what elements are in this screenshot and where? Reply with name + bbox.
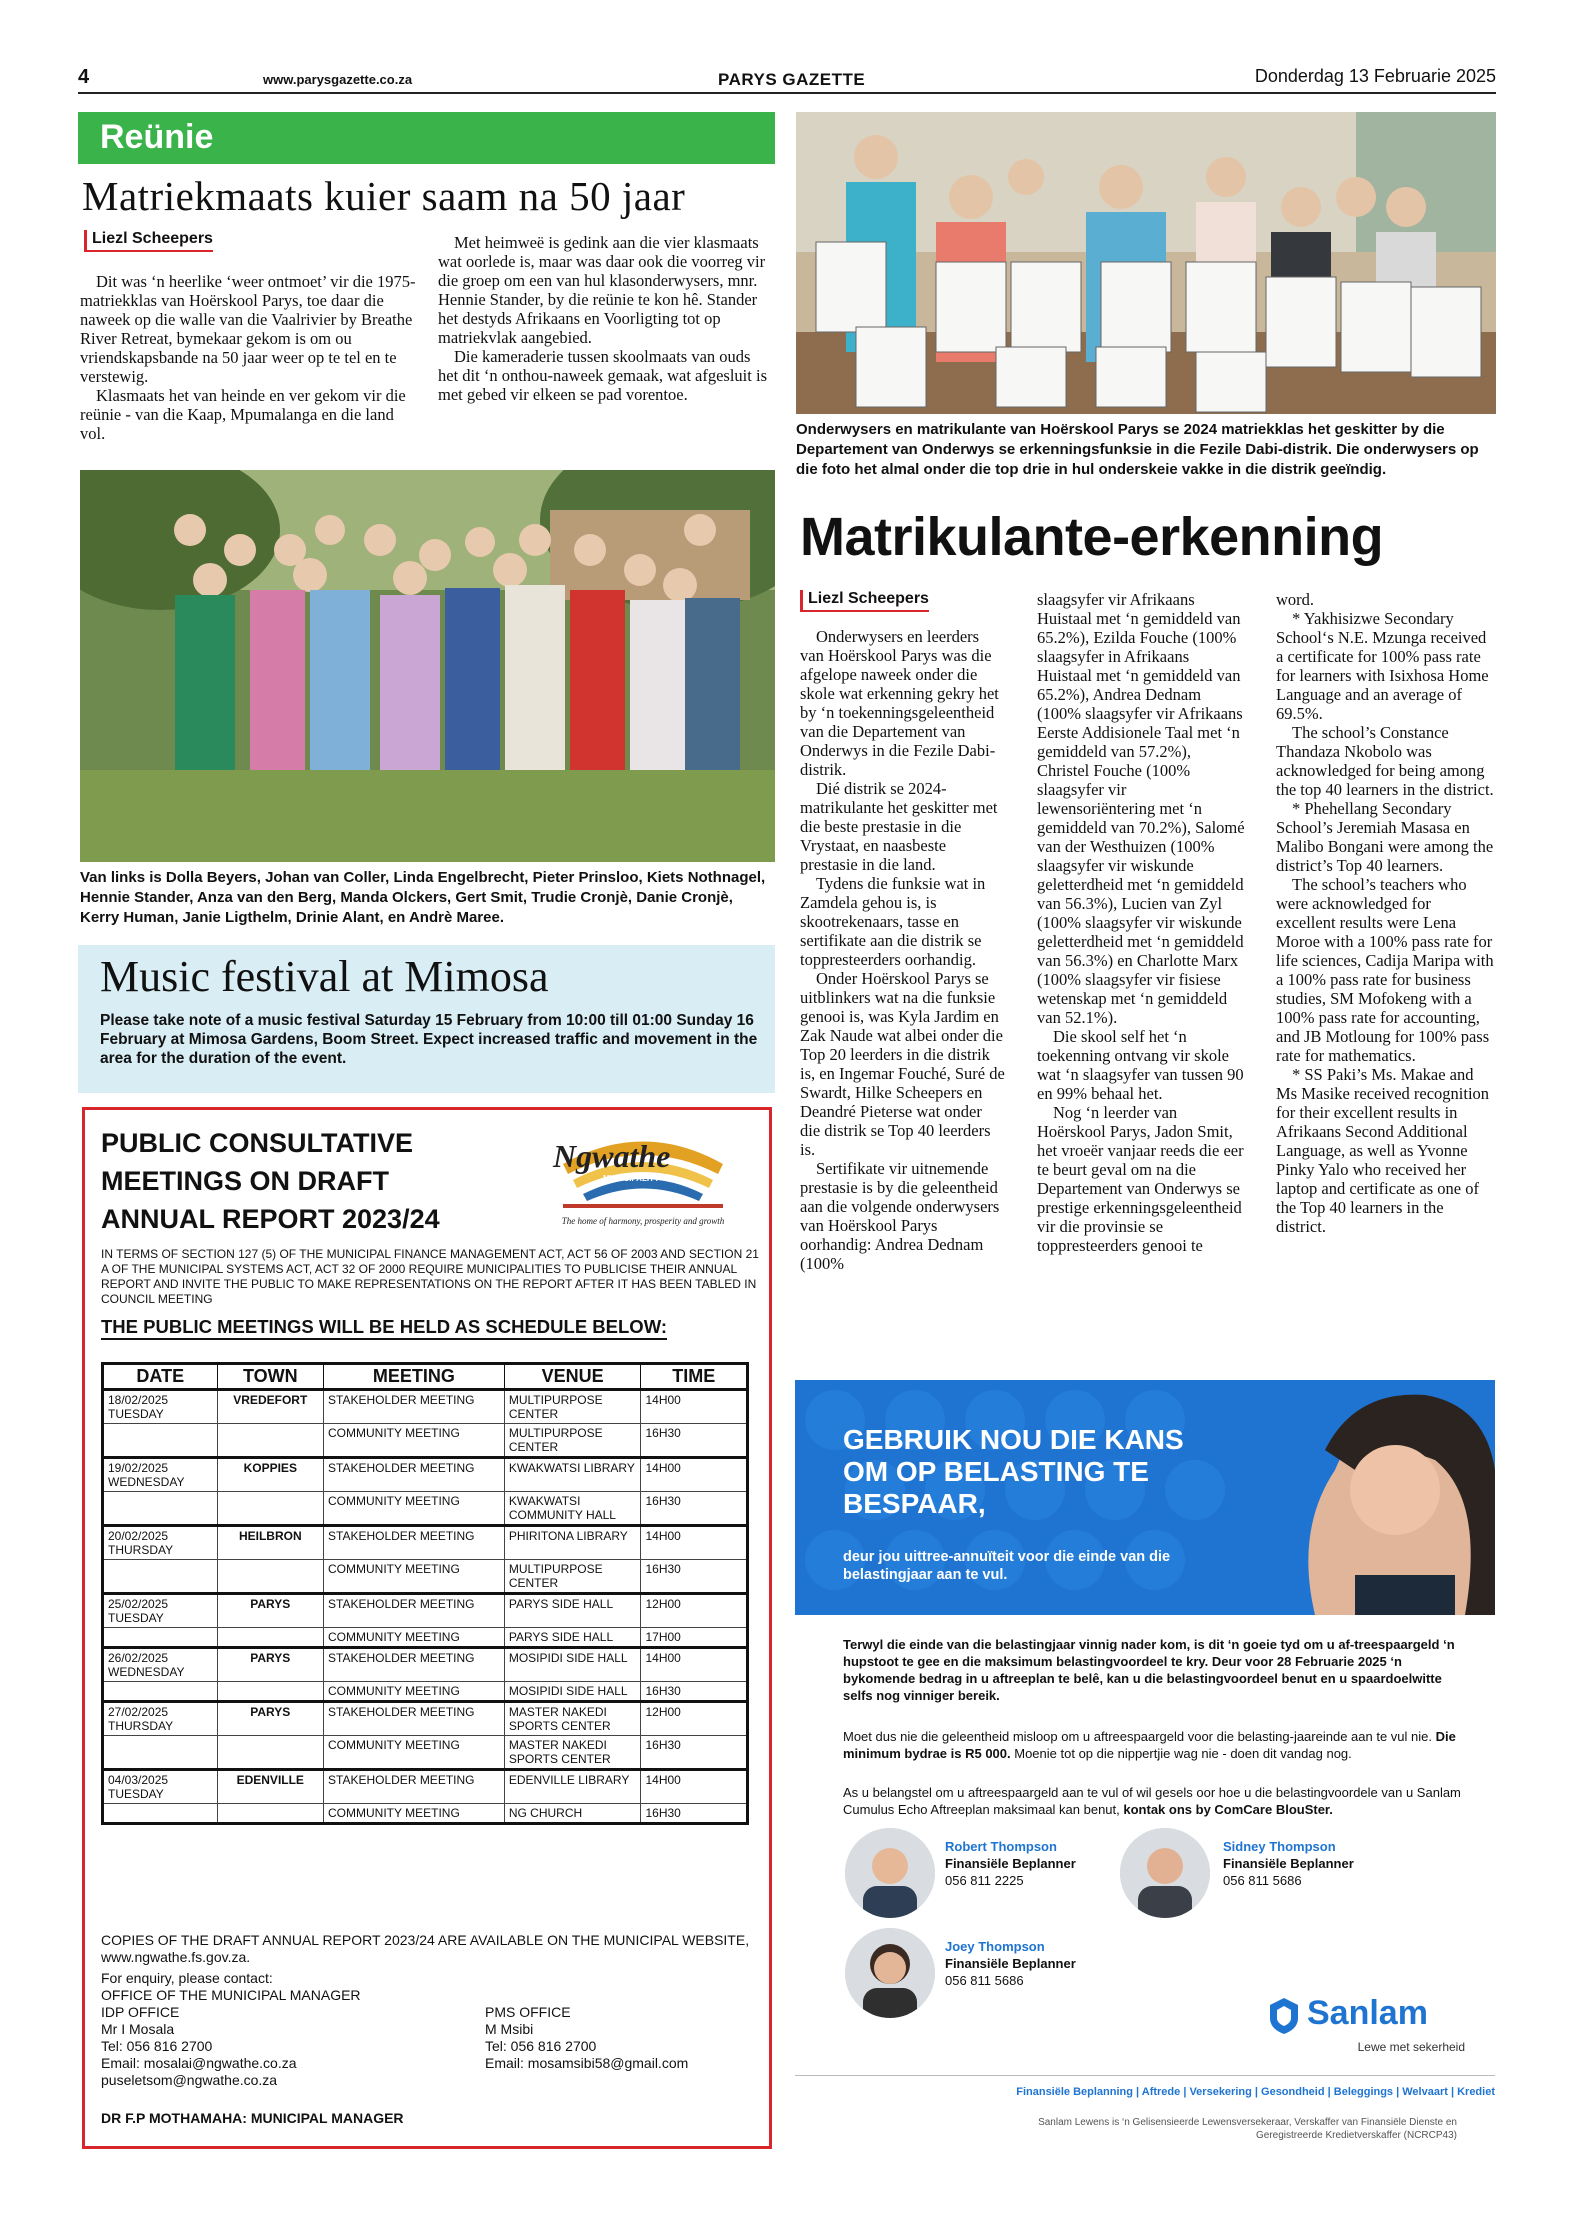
matric-col-2 [1037,590,1247,1255]
paragraph: Die skool self het ‘n toekenning ontvang vir skole wat ‘n slaagsyfer van tussen 90 en 99% behaal het. [1037,1027,1244,1103]
cell-venue: NG CHURCH [504,1804,641,1824]
matric-col-1 [800,627,1005,1273]
cell-town [217,1628,323,1648]
notice-signature: DR F.P MOTHAMAHA: MUNICIPAL MANAGER [101,2110,404,2126]
notice-law: IN TERMS OF SECTION 127 (5) OF THE MUNICIPAL FINANCE MANAGEMENT ACT, ACT 56 OF 2003 AND SECTION 21 A OF THE MUNICIPAL SYSTEMS ACT, ACT 32 OF 2000 REQUIRE MUNICIPALITIES TO PUBLICISE THEIR ANNUAL REPORT AND INVITE THE PUBLIC TO MAKE REPRESENTATIONS ON THE REPORT AFTER IT HAS BEEN TABLED IN COUNCIL MEETING [101,1247,759,1306]
reunion-byline-box [84,230,213,252]
ad-subheadline: deur jou uittree-annuïteit voor die einde van die belastingjaar aan te vul. [843,1549,1171,1583]
contact-tel[interactable]: 056 811 5686 [945,1973,1024,1988]
sanlam-slogan: Lewe met sekerheid [1357,2040,1465,2054]
cell-date [103,1736,218,1770]
ad-p2-b: Die minimum bydrae is R5 000. [843,1729,1456,1761]
cell-meeting: COMMUNITY MEETING [324,1736,505,1770]
cell-venue: MULTIPURPOSE CENTER [504,1424,641,1458]
paragraph: The school’s Constance Thandaza Nkobolo was acknowledged for being among the top 40 learners in the district. [1276,723,1494,799]
ad-paragraph-1: Terwyl die einde van die belastingjaar vinnig nader kom, is dit ‘n goeie tyd om u af-treespaargeld ‘n hupstoot te gee en die maksimum belastingvoordeel te kry. Deur voor 28 Februarie 2025 ‘n bykomende bedrag in u aftreeplan te belê, kan u die belastingvoordeel benut en u spaardoelwitte selfs nog vinniger bereik. [843,1637,1455,1703]
cell-town: EDENVILLE [217,1770,323,1804]
cell-town [217,1492,323,1526]
section-banner [78,112,775,164]
cell-town: PARYS [217,1702,323,1736]
sanlam-legal: Sanlam Lewens is ‘n Gelisensieerde Lewensversekeraar, Verskaffer van Finansiële Dienste en Geregistreerde Kredietverskaffer (NCRCP43) [1038,2117,1457,2141]
avatar-joey [845,1928,935,2018]
contact-name: Joey Thompson [945,1939,1045,1954]
pms-tel: Tel: 056 816 2700 [485,2038,597,2054]
contact-name: Robert Thompson [945,1839,1057,1854]
table-row [103,1702,748,1736]
cell-meeting: STAKEHOLDER MEETING [324,1594,505,1628]
ad-headline: GEBRUIK NOU DIE KANS OM OP BELASTING TE BESPAAR, [843,1424,1184,1519]
cell-meeting: COMMUNITY MEETING [324,1492,505,1526]
cell-venue: KWAKWATSI COMMUNITY HALL [504,1492,641,1526]
cell-venue: PHIRITONA LIBRARY [504,1526,641,1560]
cell-meeting: STAKEHOLDER MEETING [324,1458,505,1492]
paragraph: * Yakhisizwe Secondary School‘s N.E. Mzunga received a certificate for 100% pass rate for learners with Isixhosa Home Language and an average of 69.5%. [1276,609,1489,723]
cell-venue: MASTER NAKEDI SPORTS CENTER [504,1736,641,1770]
cell-venue: KWAKWATSI LIBRARY [504,1458,641,1492]
cell-date [103,1628,218,1648]
cell-venue: MOSIPIDI SIDE HALL [504,1648,641,1682]
cell-town: PARYS [217,1648,323,1682]
cell-venue: EDENVILLE LIBRARY [504,1770,641,1804]
cell-meeting: COMMUNITY MEETING [324,1560,505,1594]
schedule-table [101,1362,749,1825]
masthead: PARYS GAZETTE [718,70,866,89]
logo-name: Ngwathe [553,1138,671,1174]
paragraph: Die kameraderie tussen skoolmaats van ouds het dit ‘n onthou-naweek gemaak, wat afgesluit is met gebed vir elkeen se pad vorentoe. [438,347,767,404]
contact-robert [945,1838,1076,1889]
paragraph: Tydens die funksie wat in Zamdela gehou is, is skootrekenaars, tasse en sertifikate aan die distrik se toppresteerders oorhandig. [800,874,986,969]
ad-p2-c: Moenie tot op die nippertjie wag nie - doen dit vandag nog. [1014,1746,1352,1761]
ad-p3-b: kontak ons by ComCare BlouSter. [1123,1802,1333,1817]
ad-p3-a: As u belangstel om u aftreespaargeld aan te vul of wil gesels oor hoe u die belastingvoordele van u Sanlam Cumulus Echo Aftreeplan maksimaal kan benut, [843,1785,1461,1817]
cell-meeting: STAKEHOLDER MEETING [324,1770,505,1804]
cell-venue: PARYS SIDE HALL [504,1594,641,1628]
cell-time: 14H00 [641,1648,748,1682]
col-meeting: MEETING [324,1364,505,1390]
col-town: TOWN [217,1364,323,1390]
schedule-heading: THE PUBLIC MEETINGS WILL BE HELD AS SCHEDULE BELOW: [101,1316,667,1340]
reunion-col-1 [80,272,420,443]
table-row [103,1594,748,1628]
contact-role: Finansiële Beplanner [945,1956,1076,1971]
table-row [103,1682,748,1702]
cell-date: 19/02/2025 WEDNESDAY [103,1458,218,1492]
public-notice [82,1107,772,2149]
reunion-byline: Liezl Scheepers [84,230,213,252]
table-row [103,1770,748,1804]
cell-date [103,1424,218,1458]
paragraph: The school’s teachers who were acknowledged for excellent results were Lena Moroe with a 100% pass rate for life sciences, Cadija Maripa with a 100% pass rate for business studies, SM Mofokeng with a 100% pass rate for accounting, and JB Motloung for 100% pass rate for mathematics. [1276,875,1494,1065]
table-row [103,1628,748,1648]
cell-town: VREDEFORT [217,1390,323,1424]
pms-name: M Msibi [485,2021,534,2037]
cell-venue: PARYS SIDE HALL [504,1628,641,1648]
contact-tel[interactable]: 056 811 2225 [945,1873,1024,1888]
cell-time: 14H00 [641,1390,748,1424]
ngwathe-logo [533,1124,753,1234]
notice-copies: COPIES OF THE DRAFT ANNUAL REPORT 2023/24 ARE AVAILABLE ON THE MUNICIPAL WEBSITE, www.ngwathe.fs.gov.za. [101,1932,750,1965]
cell-town [217,1560,323,1594]
cell-time: 16H30 [641,1736,748,1770]
table-row [103,1390,748,1424]
col-venue: VENUE [504,1364,641,1390]
cell-venue: MOSIPIDI SIDE HALL [504,1682,641,1702]
cell-time: 16H30 [641,1424,748,1458]
cell-town: KOPPIES [217,1458,323,1492]
contact-role: Finansiële Beplanner [1223,1856,1354,1871]
reunion-group-photo [80,470,775,862]
cell-time: 17H00 [641,1628,748,1648]
sanlam-brand: Sanlam [1307,1994,1428,2032]
avatar-sidney [1120,1828,1210,1918]
table-row [103,1492,748,1526]
cell-venue: MASTER NAKEDI SPORTS CENTER [504,1702,641,1736]
cell-meeting: COMMUNITY MEETING [324,1682,505,1702]
idp-office [101,2004,401,2089]
table-row [103,1736,748,1770]
paragraph: Met heimweë is gedink aan die vier klasmaats wat oorlede is, maar was daar ook die voorreg vir die groep om een van hul klasonderwysers, mnr. Hennie Stander, by die reünie te kon hê. Stander het destyds Afrikaans en Voorligting tot op matriekvlak aangebied. [438,233,766,347]
idp-title: IDP OFFICE [101,2004,180,2020]
paragraph: Onderwysers en leerders van Hoërskool Parys was die afgelope naweek onder die skole wat erkenning gekry het by ‘n toekenningsgeleentheid van die Departement van Onderwys in die Fezile Dabi-distrik. [800,627,999,779]
cell-town [217,1424,323,1458]
ad-paragraph-3 [843,1784,1463,1818]
idp-email-2[interactable]: puseletsom@ngwathe.co.za [101,2072,278,2088]
idp-tel: Tel: 056 816 2700 [101,2038,213,2054]
idp-name: Mr I Mosala [101,2021,175,2037]
pms-title: PMS OFFICE [485,2004,571,2020]
table-header-row [103,1364,748,1390]
cell-town [217,1682,323,1702]
col-time: TIME [641,1364,748,1390]
table-row [103,1804,748,1824]
teachers-photo [796,112,1496,414]
table-row [103,1458,748,1492]
schedule-body [103,1390,748,1824]
cell-date: 18/02/2025 TUESDAY [103,1390,218,1424]
table-row [103,1560,748,1594]
cell-meeting: STAKEHOLDER MEETING [324,1526,505,1560]
paragraph: Sertifikate vir uitnemende prestasie is by die geleentheid aan die volgende onderwysers van Hoërskool Parys oorhandig: Andrea Dednam (100% [800,1159,1000,1273]
table-row [103,1648,748,1682]
cell-venue: MULTIPURPOSE CENTER [504,1560,641,1594]
sanlam-shield-icon [1267,1996,1301,2036]
contact-tel[interactable]: 056 811 5686 [1223,1873,1302,1888]
notice-enquiry: For enquiry, please contact: [101,1970,273,1986]
matric-headline: Matrikulante-erkenning [800,507,1384,567]
cell-time: 14H00 [641,1770,748,1804]
cell-time: 12H00 [641,1702,748,1736]
teachers-photo-caption: Onderwysers en matrikulante van Hoërskool Parys se 2024 matriekklas het geskitter by die Departement van Onderwys se erkenningsfunksie in die Fezile Dabi-distrik. Die onderwysers op die foto het almal onder die top drie in hul onderskeie vakke in die distrik geeïndig. [796,421,1479,478]
cell-date: 20/02/2025 THURSDAY [103,1526,218,1560]
ad-hero [795,1380,1495,1615]
cell-date [103,1560,218,1594]
section-title: Reünie [100,118,214,156]
cell-date [103,1804,218,1824]
cell-meeting: COMMUNITY MEETING [324,1424,505,1458]
matric-col-3 [1276,590,1494,1236]
cell-time: 16H30 [641,1682,748,1702]
cell-meeting: STAKEHOLDER MEETING [324,1648,505,1682]
cell-time: 16H30 [641,1804,748,1824]
notice-title: PUBLIC CONSULTATIVE MEETINGS ON DRAFT ANNUAL REPORT 2023/24 [101,1128,440,1234]
pms-office [485,2004,765,2072]
music-text: Please take note of a music festival Saturday 15 February from 10:00 till 01:00 Sunday 16 February at Mimosa Gardens, Boom Street. Expect increased traffic and movement in the area for the duration of the event. [100,1012,758,1067]
site-url[interactable]: www.parysgazette.co.za [263,72,413,87]
sanlam-logo [1267,1992,1467,2042]
ad-p2-a: Moet dus nie die geleentheid misloop om u aftreespaargeld voor die belasting-jaareinde aan te vul nie. [843,1729,1432,1744]
cell-town [217,1736,323,1770]
cell-time: 16H30 [641,1560,748,1594]
logo-tagline: The home of harmony, prosperity and growth [561,1216,725,1226]
paragraph: Dié distrik se 2024-matrikulante het geskitter met die beste prestasie in die Vrystaat, en naasbeste prestasie in die land. [800,779,998,874]
idp-email[interactable]: Email: mosalai@ngwathe.co.za [101,2055,297,2071]
cell-meeting: STAKEHOLDER MEETING [324,1702,505,1736]
paragraph: Klasmaats het van heinde en ver gekom vir die reünie - van die Kaap, Mpumalanga en die land vol. [80,386,406,443]
ad-divider [795,2075,1495,2076]
cell-date: 04/03/2025 TUESDAY [103,1770,218,1804]
paragraph: Dit was ‘n heerlike ‘weer ontmoet’ vir die 1975-matriekklas van Hoërskool Parys, toe daar die naweek op die walle van die Vaalrivier by Breathe River Retreat, bymekaar gekom is om ou vriendskapsbande na 50 jaar weer op te tel en te verstewig. [80,272,416,386]
pms-email[interactable]: Email: mosamsibi58@gmail.com [485,2055,689,2071]
paragraph: word. [1276,590,1315,609]
cell-date: 25/02/2025 TUESDAY [103,1594,218,1628]
sanlam-links[interactable]: Finansiële Beplanning | Aftrede | Versekering | Gesondheid | Beleggings | Welvaart | Krediet [1016,2086,1495,2098]
issue-date: Donderdag 13 Februarie 2025 [1254,66,1496,86]
cell-time: 14H00 [641,1458,748,1492]
ad-paragraph-2 [843,1728,1463,1762]
cell-date: 27/02/2025 THURSDAY [103,1702,218,1736]
cell-meeting: COMMUNITY MEETING [324,1628,505,1648]
contact-name: Sidney Thompson [1223,1839,1336,1854]
music-festival-box [78,945,775,1093]
music-headline: Music festival at Mimosa [100,952,549,1001]
cell-town [217,1804,323,1824]
reunion-headline: Matriekmaats kuier saam na 50 jaar [82,173,686,219]
cell-time: 12H00 [641,1594,748,1628]
table-row [103,1424,748,1458]
matric-byline-box [800,590,929,612]
cell-town: PARYS [217,1594,323,1628]
col-date: DATE [103,1364,218,1390]
cell-town: HEILBRON [217,1526,323,1560]
paragraph: * Phehellang Secondary School’s Jeremiah Masasa en Malibo Bongani were among the district’s Top 40 learners. [1276,799,1494,875]
cell-time: 16H30 [641,1492,748,1526]
cell-venue: MULTIPURPOSE CENTER [504,1390,641,1424]
cell-meeting: COMMUNITY MEETING [324,1804,505,1824]
cell-meeting: STAKEHOLDER MEETING [324,1390,505,1424]
cell-time: 14H00 [641,1526,748,1560]
logo-sub: MUNICIPALITY [603,1174,660,1183]
paragraph: * SS Paki’s Ms. Makae and Ms Masike received recognition for their excellent results in Afrikaans Second Additional Language, as well as Yvonne Pinky Yalo who received her laptop and certificate as one of the Top 40 learners in the district. [1276,1065,1490,1236]
cell-date: 26/02/2025 WEDNESDAY [103,1648,218,1682]
matric-byline: Liezl Scheepers [800,590,929,612]
paragraph: Onder Hoërskool Parys se uitblinkers wat na die funksie genooi is, was Kyla Jardim en Zak Naude wat albei onder die Top 20 leerders in die distrik is, en Ingemar Fouché, Suré de Swardt, Hilke Scheepers en Deandré Pieterse wat onder die distrik se Top 40 leerders is. [800,969,1005,1159]
paragraph: slaagsyfer vir Afrikaans Huistaal met ‘n gemiddeld van 65.2%), Ezilda Fouche (100% slaagsyfer in Afrikaans Huistaal met ‘n gemiddeld van 65.2%), Andrea Dednam (100% slaagsyfer vir Afrikaans Eerste Addisionele Taal met ‘n gemiddeld van 57.2%), Christel Fouche (100% slaagsyfer vir lewensoriëntering met ‘n gemiddeld van 70.2%), Salomé van der Westhuizen (100% slaagsyfer vir wiskunde geletterdheid met ‘n gemiddeld van 56.3%), Lucien van Zyl (100% slaagsyfer vir wiskunde geletterdheid met ‘n gemiddeld van 56.3%) en Charlotte Marx (100% slaagsyfer vir fisiese wetenskap met ‘n gemiddeld van 52.1%). [1037,590,1245,1027]
page-number: 4 [78,66,90,88]
paragraph: Nog ‘n leerder van Hoërskool Parys, Jadon Smit, het vroeër vanjaar reeds die eer te beurt geval om na die Departement van Onderwys se prestige erkenningsgeleentheid vir die provinsie se toppresteerders genooi te [1037,1103,1244,1255]
page-header [78,64,1496,94]
sanlam-advert [795,1380,1495,2152]
contact-joey [945,1938,1076,1989]
reunion-photo-caption: Van links is Dolla Beyers, Johan van Coller, Linda Engelbrecht, Pieter Prinsloo, Kiets Nothnagel, Hennie Stander, Anza van den Berg, Manda Olckers, Gert Smit, Trudie Cronjè, Danie Cronjè, Kerry Human, Janie Ligthelm, Drinie Alant, en Andrè Maree. [80,869,766,926]
contact-sidney [1223,1838,1354,1889]
notice-office: OFFICE OF THE MUNICIPAL MANAGER [101,1987,361,2003]
reunion-col-2 [438,233,773,404]
contact-role: Finansiële Beplanner [945,1856,1076,1871]
table-row [103,1526,748,1560]
avatar-robert [845,1828,935,1918]
cell-date [103,1682,218,1702]
cell-date [103,1492,218,1526]
